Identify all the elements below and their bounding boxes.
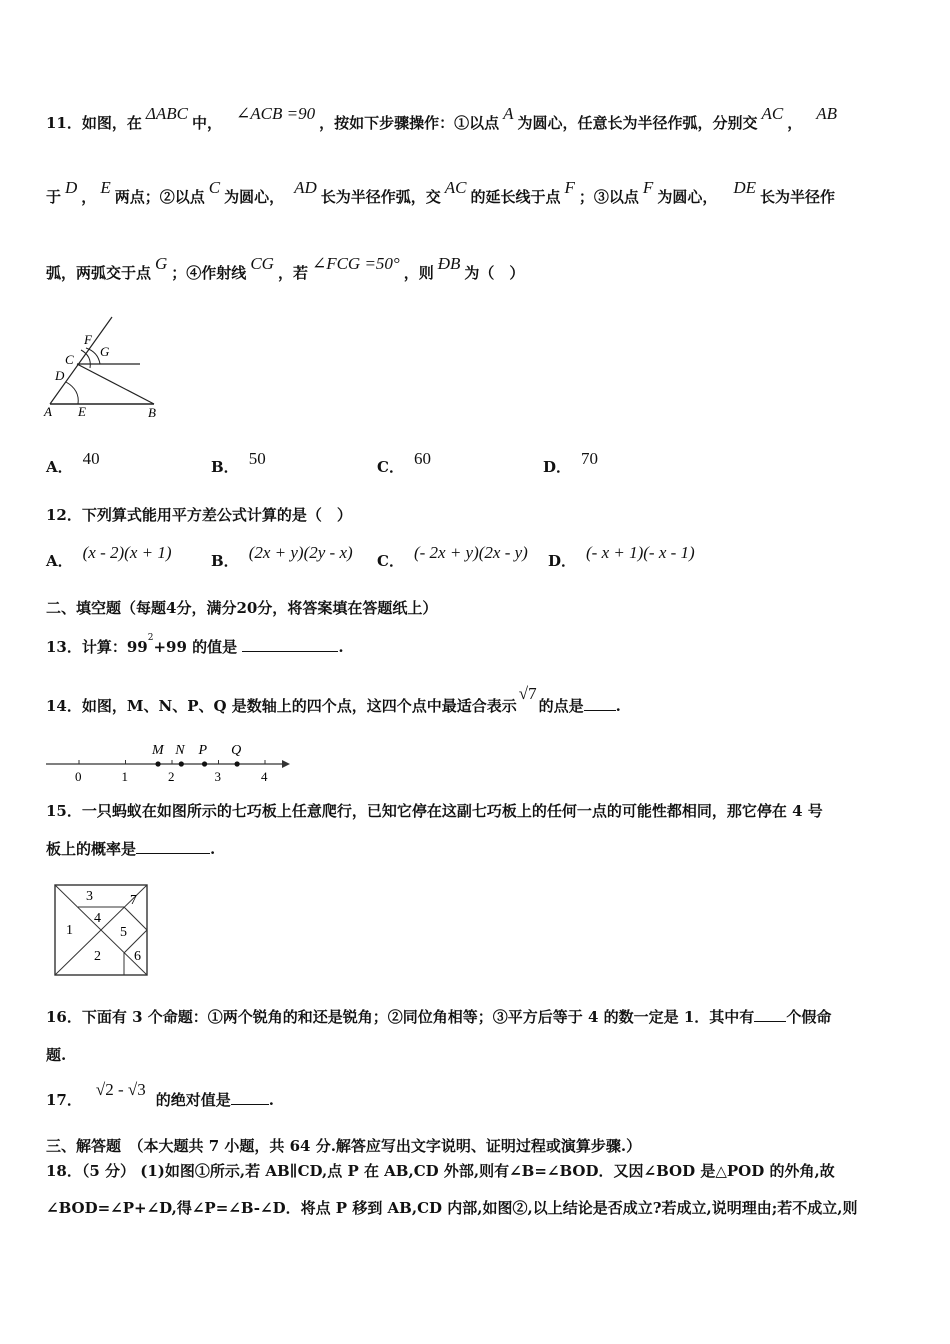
q11-geometry-figure <box>40 312 170 424</box>
q15-line2: 板上的概率是 . <box>46 840 216 858</box>
q14-answer-blank[interactable] <box>584 710 616 711</box>
q12-stem: 12．下列算式能用平方差公式计算的是（ ） <box>46 506 352 524</box>
axis-points <box>151 743 241 767</box>
tick-label-2: 2 <box>168 769 175 784</box>
q13-answer-blank[interactable] <box>242 651 338 652</box>
label-c: C <box>65 352 74 367</box>
label-b: B <box>148 405 156 420</box>
tick-label-4: 4 <box>261 769 268 784</box>
q15-line1: 15．一只蚂蚁在如图所示的七巧板上任意爬行，已知它停在这副七巧板上的任何一点的可能性都相同，那它停在 4 号 <box>46 802 823 820</box>
q18-line2: ∠BOD=∠P+∠D,得∠P=∠B-∠D．将点 P 移到 AB,CD 内部,如图②,以上结论是否成立?若成立,说明理由;若不成立,则 <box>46 1199 858 1217</box>
ray-af <box>50 317 112 404</box>
q12-option-d[interactable]: D． (- x + 1)(- x - 1) <box>548 543 695 570</box>
q16-answer-blank[interactable] <box>754 1021 786 1022</box>
piece-3: 3 <box>86 889 93 904</box>
tick-label-0: 0 <box>75 769 82 784</box>
q11-option-d[interactable]: D． 70 <box>543 449 599 476</box>
point-p <box>202 761 207 766</box>
q11-option-b[interactable]: B． 50 <box>211 449 266 476</box>
q16-line2: 题. <box>46 1046 67 1064</box>
piece-5: 5 <box>120 925 127 940</box>
q11-option-a[interactable]: A． 40 <box>46 449 100 476</box>
point-q <box>235 761 240 766</box>
q17-answer-blank[interactable] <box>231 1104 269 1105</box>
point-label-q: Q <box>231 743 242 758</box>
q18-line1: 18．（5 分） (1)如图①所示,若 AB∥CD,点 P 在 AB,CD 外部,则有∠B=∠BOD．又因∠BOD 是△POD 的外角,故 <box>46 1162 835 1180</box>
q11-line2: 于 D ， E 两点；②以点 C 为圆心， AD 长为半径作弧，交 AC 的延长线于点 F ；③以点 F 为圆心， DE 长为半径作 <box>46 178 836 206</box>
q16-line1: 16．下面有 3 个命题：①两个锐角的和还是锐角；②同位角相等；③平方后等于 4 的数一定是 1．其中有 个假命 <box>46 1008 832 1026</box>
q15-answer-blank[interactable] <box>136 853 210 854</box>
piece-4: 4 <box>94 911 101 926</box>
q11-line1: 11．如图，在 ΔABC 中， ∠ACB =90 ，按如下步骤操作：①以点 A 为圆心，任意长为半径作弧，分别交 AC ， AB <box>46 104 838 132</box>
tangram-line-b <box>124 907 147 930</box>
point-label-p: P <box>198 743 208 758</box>
arc-de <box>66 382 78 404</box>
section-3-heading: 三、解答题 （本大题共 7 小题，共 64 分.解答应写出文字说明、证明过程或演算步骤.） <box>46 1137 642 1155</box>
piece-1: 1 <box>66 923 73 938</box>
axis-arrow <box>282 760 290 768</box>
point-label-m: M <box>152 743 164 758</box>
q17: 17．√2 - √3的绝对值是 . <box>46 1080 274 1109</box>
q12-option-a[interactable]: A． (x - 2)(x + 1) <box>46 543 172 570</box>
label-d: D <box>55 368 65 383</box>
q15-tangram-figure <box>54 884 150 978</box>
tick-label-1: 1 <box>121 769 128 784</box>
label-f: F <box>84 332 92 347</box>
q12-option-b[interactable]: B． (2x + y)(2y - x) <box>211 543 353 570</box>
q11-number: 11． <box>46 114 82 132</box>
q11-line3: 弧，两弧交于点 G ；④作射线 CG ，若 ∠FCG =50° ，则 ÐB 为（ ） <box>46 254 525 282</box>
section-2-heading: 二、填空题（每题4分，满分20分，将答案填在答题纸上） <box>46 599 438 617</box>
label-a: A <box>44 404 52 419</box>
q13: 13．计算：$99^2+99$ 的值是 . <box>46 633 344 656</box>
piece-2: 2 <box>94 949 101 964</box>
q11-option-c[interactable]: C． 60 <box>377 449 431 476</box>
point-label-n: N <box>175 743 185 758</box>
q14: 14．如图，M、N、P、Q 是数轴上的四个点，这四个点中最适合表示√7的点是 . <box>46 684 621 715</box>
piece-6: 6 <box>134 949 141 964</box>
piece-7: 7 <box>130 893 137 908</box>
q14-number-line <box>44 734 294 788</box>
segment-cb <box>77 364 154 404</box>
q12-option-c[interactable]: C． (- 2x + y)(2x - y) <box>377 543 528 570</box>
tick-label-3: 3 <box>214 769 221 784</box>
point-n <box>179 761 184 766</box>
point-m <box>155 761 160 766</box>
label-g: G <box>100 344 110 359</box>
label-e: E <box>78 404 86 419</box>
